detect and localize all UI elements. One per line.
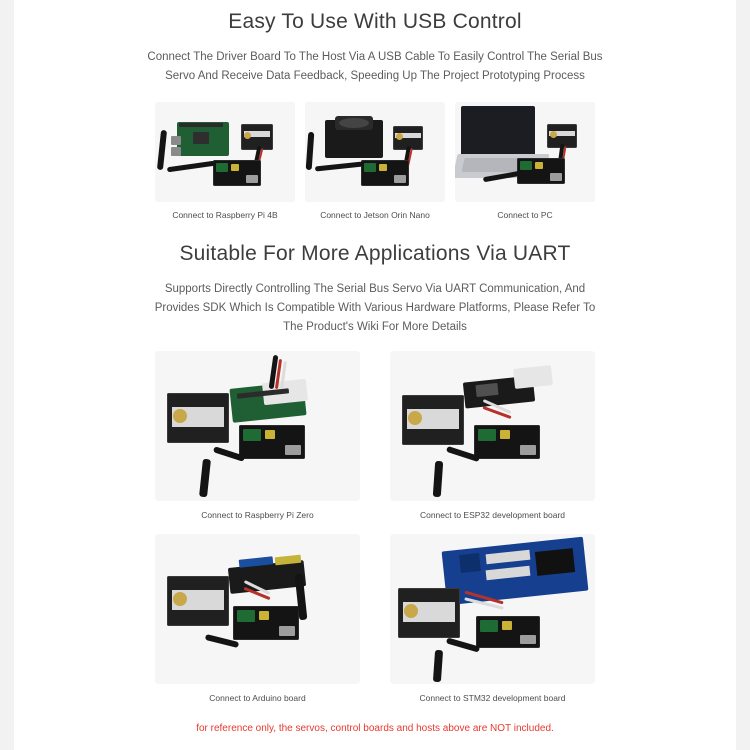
photo-raspberry-pi-zero: [155, 351, 360, 501]
section-two-title: Suitable For More Applications Via UART: [179, 242, 571, 265]
card-esp32: [390, 351, 595, 534]
photo-raspberry-pi-4b: [155, 102, 295, 202]
usb-control-photo-row: [0, 102, 750, 220]
section-one-title: Easy To Use With USB Control: [228, 10, 522, 33]
caption-raspberry-pi-zero: Connect to Raspberry Pi Zero: [201, 510, 314, 520]
card-stm32: [390, 534, 595, 717]
page-right-edge: [736, 0, 750, 750]
caption-pc: Connect to PC: [497, 210, 553, 220]
caption-stm32: Connect to STM32 development board: [419, 693, 566, 703]
photo-arduino: [155, 534, 360, 684]
card-arduino: [155, 534, 360, 717]
photo-jetson-orin-nano: [305, 102, 445, 202]
photo-pc: [455, 102, 595, 202]
card-pc: [455, 102, 595, 220]
caption-arduino: Connect to Arduino board: [209, 693, 306, 703]
photo-esp32: [390, 351, 595, 501]
section-two-subtitle: Supports Directly Controlling The Serial Bus Servo Via UART Communication, And Provides SDK Which Is Compatible With Various Hardware Platforms, Please Refer To The Product's Wiki For More Details: [154, 283, 596, 333]
caption-esp32: Connect to ESP32 development board: [419, 510, 566, 520]
caption-jetson-orin-nano: Connect to Jetson Orin Nano: [320, 210, 430, 220]
photo-stm32: [390, 534, 595, 684]
card-jetson-orin-nano: [305, 102, 445, 220]
uart-photo-grid: [155, 351, 595, 717]
card-raspberry-pi-zero: [155, 351, 360, 534]
disclaimer-footnote: for reference only, the servos, control boards and hosts above are NOT included.: [196, 723, 554, 734]
card-raspberry-pi-4b: [155, 102, 295, 220]
caption-raspberry-pi-4b: Connect to Raspberry Pi 4B: [172, 210, 278, 220]
section-one-subtitle: Connect The Driver Board To The Host Via A USB Cable To Easily Control The Serial Bus Servo And Receive Data Feedback, Speeding Up The Project Prototyping Process: [147, 51, 603, 82]
page-left-edge: [0, 0, 14, 750]
